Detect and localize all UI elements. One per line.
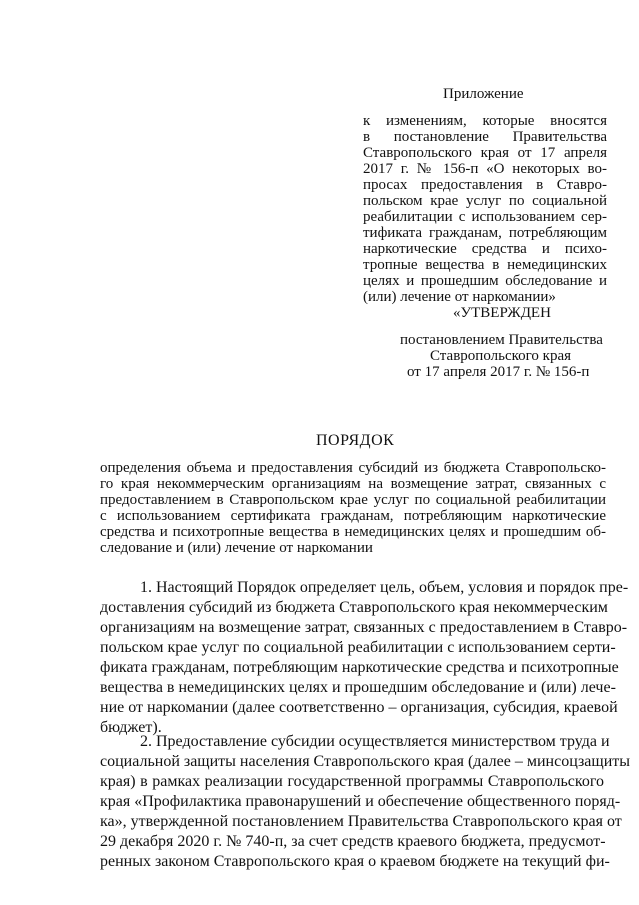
paragraph-line: 1. Настоящий Порядок определяет цель, объем, условия и порядок пре- [140,579,629,596]
paragraph-line: социальной защиты населения Ставропольского края (далее – минсоцзащиты [100,753,631,770]
appendix-line: 2017 г. № 156-п «О некоторых во- [363,161,607,177]
appendix-line: к изменениям, которые вносятся [363,113,607,129]
appendix-line: наркотические средства и психо- [363,241,607,257]
paragraph-line: доставления субсидий из бюджета Ставропольского края некоммерческим [100,599,608,616]
title-line: средства и психотропные вещества в немедицинских целях и прошедшим об- [100,524,606,540]
appendix-line: тропные вещества в немедицинских [363,257,607,273]
approval-line: Ставропольского края [430,348,571,364]
appendix-line: Ставропольского края от 17 апреля [363,145,607,161]
title-line: с использованием сертификата гражданам, потребляющим наркотические [100,508,606,524]
title-line: следование и (или) лечение от наркомании [100,540,373,556]
appendix-line: в постановление Правительства [363,129,607,145]
appendix-line: реабилитации с использованием сер- [363,209,607,225]
appendix-line: (или) лечение от наркомании» [363,289,556,305]
paragraph-line: фиката гражданам, потребляющим наркотические средства и психотропные [100,659,619,676]
paragraph-line: ка», утвержденной постановлением Правительства Ставропольского края от [100,813,622,830]
approval-line: постановлением Правительства [400,332,603,348]
title-line: определения объема и предоставления субсидий из бюджета Ставропольско- [100,460,606,476]
paragraph-line: ние от наркомании (далее соответственно – организация, субсидия, краевой [100,699,618,716]
appendix-heading: Приложение [443,86,524,102]
paragraph-line: бюджет). [100,719,162,736]
approval-heading: «УТВЕРЖДЕН [453,305,551,321]
paragraph-line: края «Профилактика правонарушений и обеспечение общественного поряд- [100,793,621,810]
paragraph-line: организациям на возмещение затрат, связанных с предоставлением в Ставро- [100,619,628,636]
paragraph-line: 2. Предоставление субсидии осуществляется министерством труда и [140,733,610,750]
title-line: предоставлением в Ставропольском крае услуг по социальной реабилитации [100,492,606,508]
paragraph-line: вещества в немедицинских целях и прошедшим обследование и (или) лече- [100,679,616,696]
approval-line: от 17 апреля 2017 г. № 156-п [407,364,590,380]
paragraph-line: польском крае услуг по социальной реабилитации с использованием серти- [100,639,616,656]
title-line: го края некоммерческим организациям на возмещение затрат, связанных с [100,476,606,492]
appendix-line: тификата гражданам, потребляющим [363,225,607,241]
appendix-line: просах предоставления в Ставро- [363,177,607,193]
paragraph-line: края) в рамках реализации государственной программы Ставропольского [100,773,604,790]
paragraph-line: 29 декабря 2020 г. № 740-п, за счет средств краевого бюджета, предусмот- [100,833,606,850]
appendix-line: целях и прошедшим обследование и [363,273,607,289]
appendix-line: польском крае услуг по социальной [363,193,607,209]
document-title: ПОРЯДОК [316,432,395,449]
paragraph-line: ренных законом Ставропольского края о краевом бюджете на текущий фи- [100,853,610,870]
